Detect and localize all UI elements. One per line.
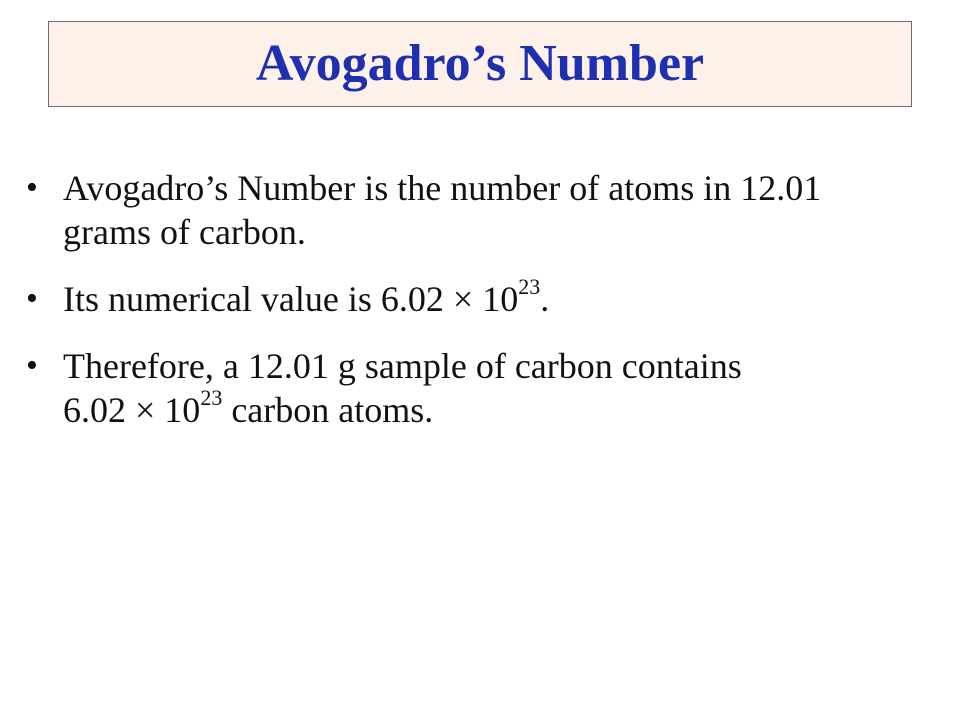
exponent: 23	[200, 385, 223, 410]
bullet-marker: •	[26, 347, 38, 384]
bullet-marker: •	[26, 280, 38, 317]
bullet-value-suffix: .	[540, 279, 550, 319]
slide-title: Avogadro’s Number	[255, 35, 705, 92]
bullet-value-text: Its numerical value is 6.02 × 10	[63, 279, 519, 319]
exponent: 23	[518, 274, 541, 299]
bullet-sample-line1: Therefore, a 12.01 g sample of carbon contains	[63, 346, 742, 386]
bullet-carbon-sample	[26, 344, 906, 432]
bullet-sample-line2: 6.02 × 10	[63, 390, 201, 430]
bullet-definition-text: Avogadro’s Number is the number of atoms in 12.01 grams of carbon.	[63, 168, 822, 252]
bullet-numerical-value	[26, 274, 906, 321]
bullet-definition	[26, 166, 906, 254]
bullet-marker: •	[26, 169, 38, 206]
title-banner	[48, 21, 912, 107]
bullet-list	[26, 166, 906, 432]
bullet-sample-suffix: carbon atoms.	[222, 390, 434, 430]
